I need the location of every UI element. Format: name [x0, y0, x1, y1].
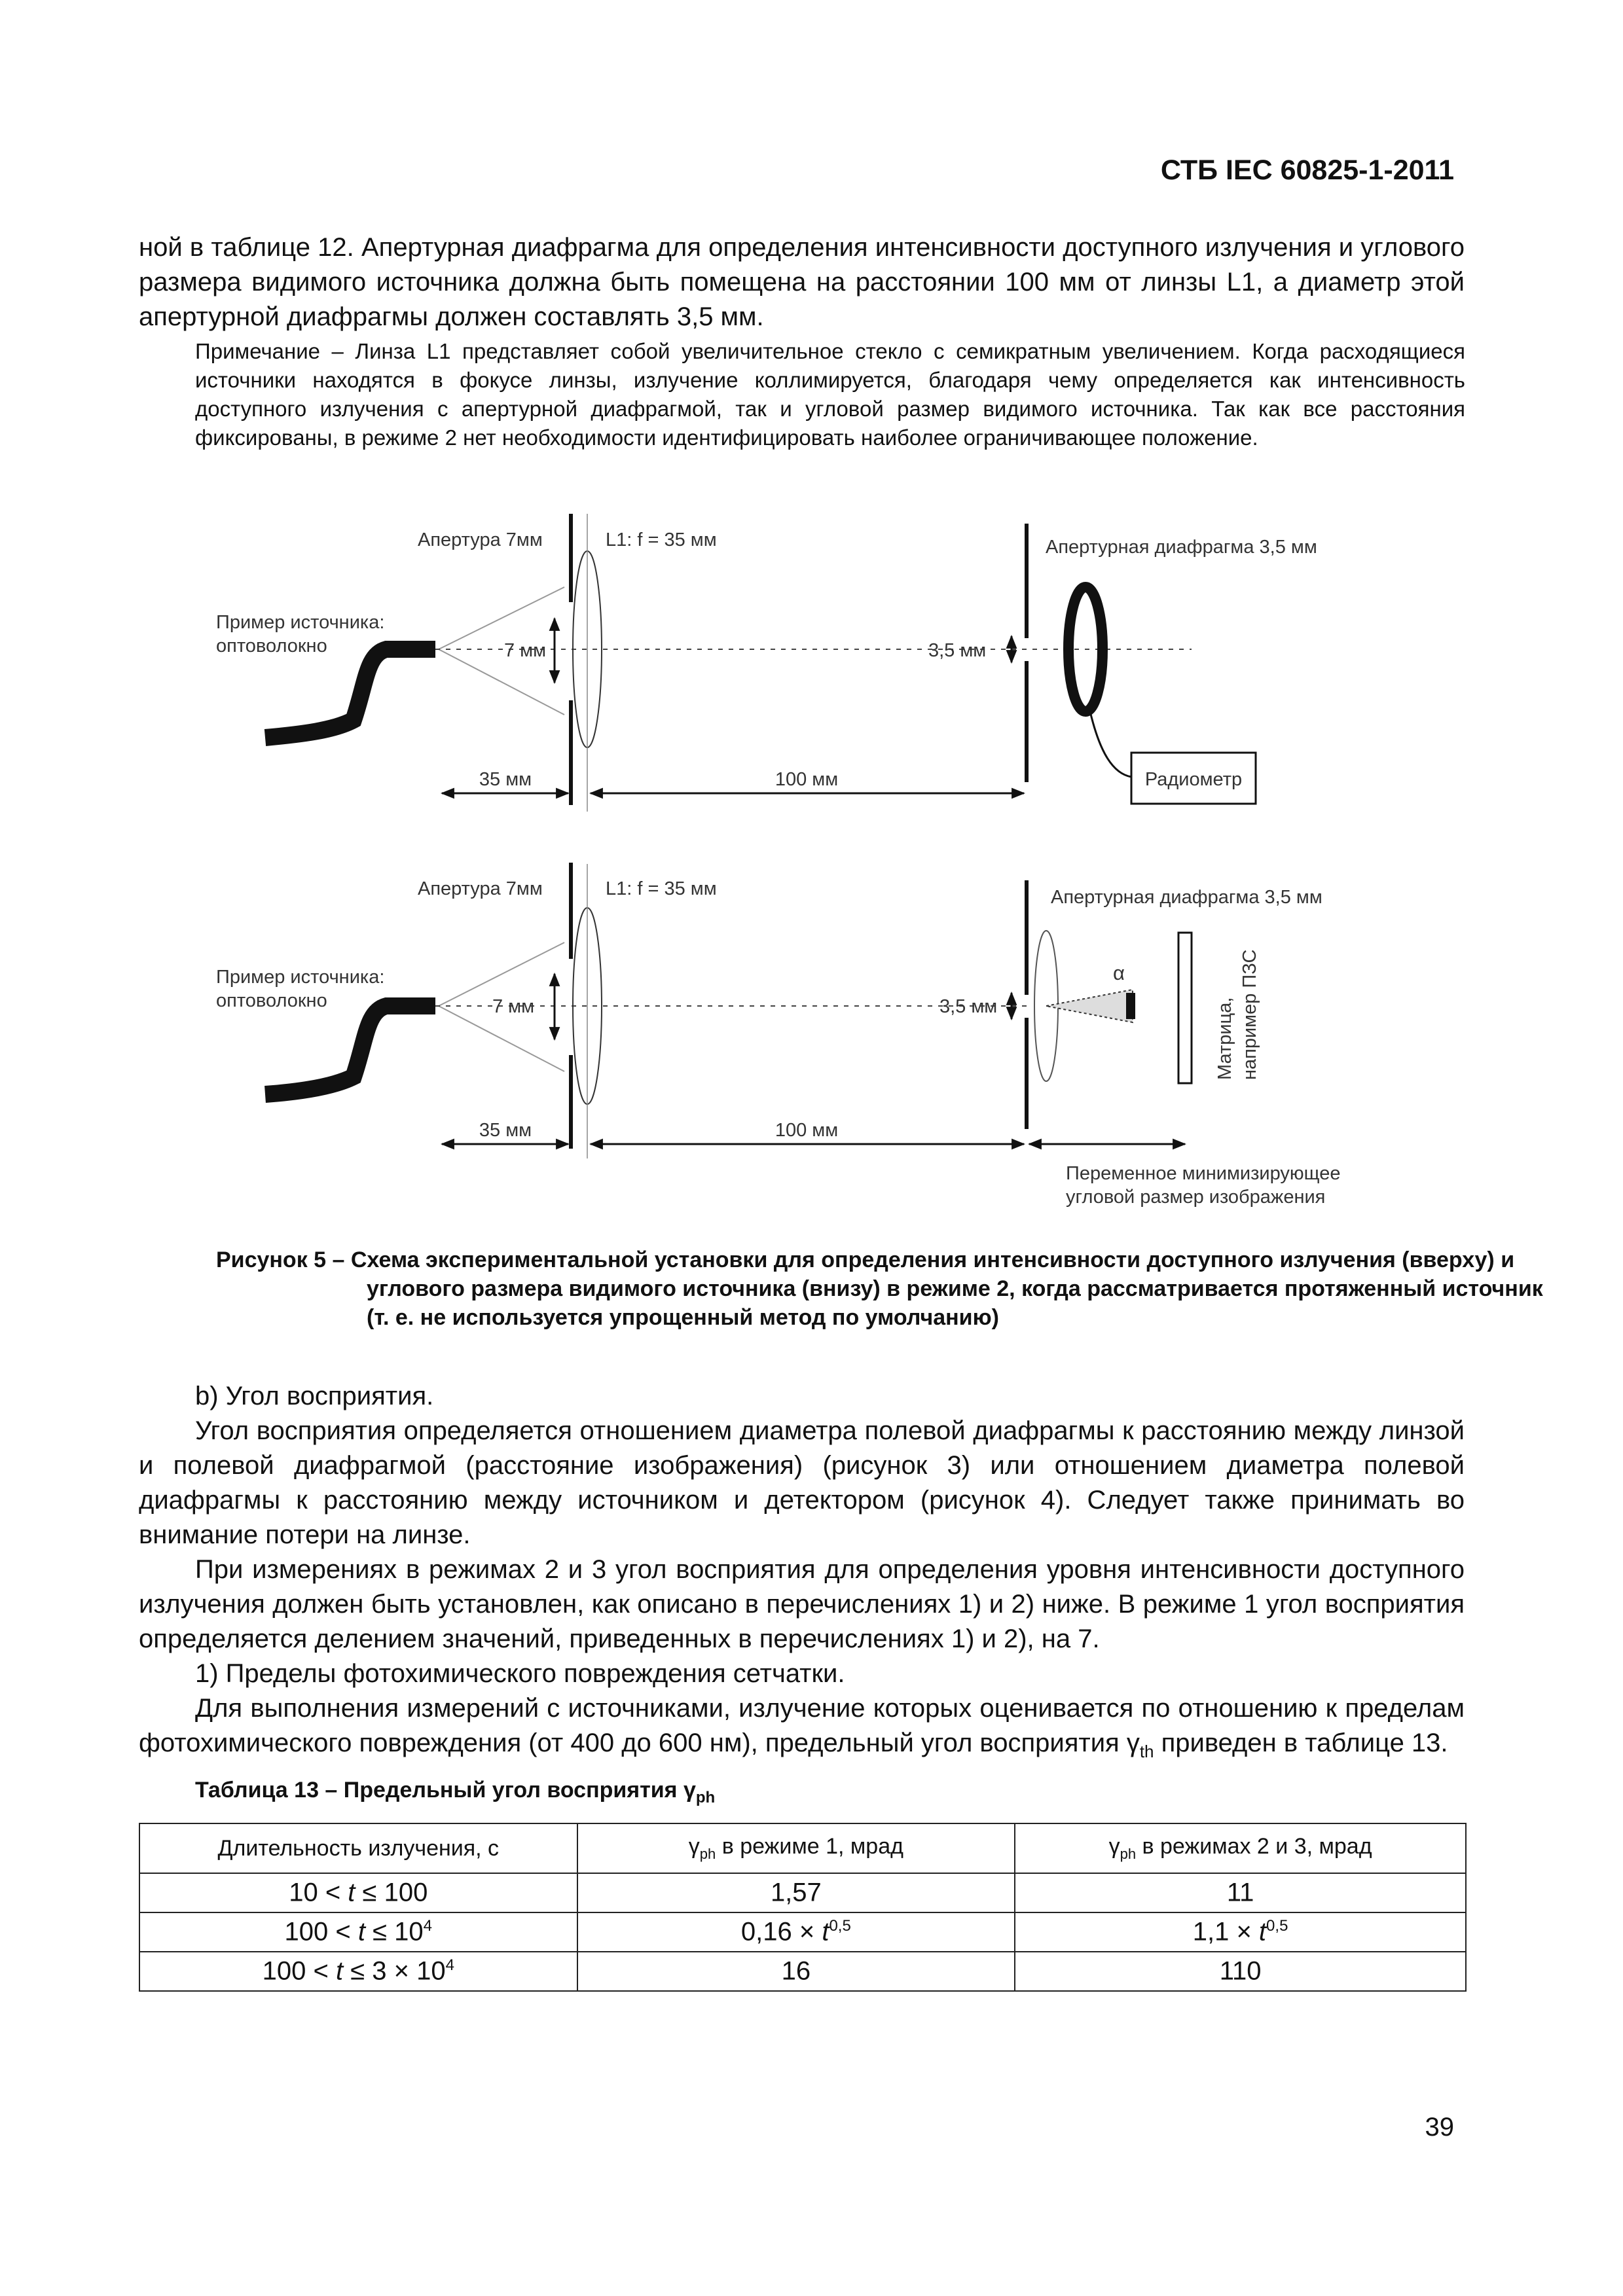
- mode-2-3-value: 1,1 ×: [1192, 1917, 1259, 1946]
- bottom-3-5mm-label: 3,5 мм: [939, 996, 998, 1017]
- bottom-stop-label: Апертурная диафрагма 3,5 мм: [1051, 887, 1322, 908]
- header-duration: Длительность излучения, с: [139, 1823, 577, 1873]
- bottom-alpha-label: α: [1113, 961, 1125, 984]
- duration-lower: 100 <: [262, 1956, 336, 1986]
- bottom-100mm-label: 100 мм: [775, 1120, 839, 1141]
- paragraph-photochemical: [139, 1691, 1465, 1769]
- table-header-row: [139, 1823, 1466, 1873]
- bottom-variable-label-2: угловой размер изображения: [1066, 1187, 1326, 1208]
- document-header: СТБ IEC 60825-1-2011: [1160, 154, 1454, 186]
- bottom-35mm-label: 35 мм: [479, 1120, 532, 1141]
- top-radiometer-cable: [1090, 711, 1131, 777]
- bottom-matrix-label-2: например ПЗС: [1239, 949, 1260, 1080]
- cell-duration: [139, 1873, 577, 1912]
- duration-lower: 10 <: [289, 1878, 348, 1907]
- duration-exponent: 4: [445, 1956, 454, 1975]
- top-aperture-label: Апертура 7мм: [418, 529, 543, 550]
- header-mode-2-3-sub: ph: [1120, 1845, 1137, 1862]
- mode-2-3-value: 110: [1219, 1956, 1262, 1986]
- mode-1-exponent: 0,5: [829, 1917, 851, 1935]
- gamma-symbol: γ: [1126, 1729, 1140, 1757]
- intro-paragraph: ной в таблице 12. Апертурная диафрагма для определения интенсивности доступного излучения и углового размера видимого источника должна быть помещена на расстоянии 100 мм от линзы L1, а диаметр этой апертурной диафрагмы должен составлять 3,5 мм.: [139, 233, 1465, 331]
- table-title-symbol: γ: [683, 1778, 696, 1803]
- table-row: [139, 1873, 1466, 1912]
- paragraph-retina-limits: 1) Пределы фотохимического повреждения сетчатки.: [195, 1659, 845, 1688]
- top-3-5mm-label: 3,5 мм: [928, 640, 987, 661]
- bottom-aperture-label: Апертура 7мм: [418, 878, 543, 899]
- bottom-lens-label: L1: f = 35 мм: [606, 878, 717, 899]
- duration-upper: ≤ 100: [355, 1878, 428, 1907]
- bottom-fiber: [265, 1006, 435, 1094]
- duration-variable: t: [335, 1956, 344, 1986]
- top-source-label-1: Пример источника:: [216, 612, 385, 633]
- mode-2-3-exponent: 0,5: [1266, 1917, 1288, 1935]
- limit-angle-table: [139, 1823, 1467, 1992]
- duration-variable: t: [357, 1917, 365, 1946]
- top-fiber: [265, 649, 435, 738]
- cell-mode-2-3: [1015, 1912, 1466, 1952]
- duration-upper: ≤ 10: [365, 1917, 424, 1946]
- duration-variable: t: [348, 1878, 356, 1907]
- header-mode-1-sub: ph: [699, 1845, 716, 1862]
- paragraph-photochemical-end: приведен в таблице 13.: [1154, 1729, 1448, 1757]
- bottom-source-label-1: Пример источника:: [216, 967, 385, 988]
- bottom-diagram: [216, 863, 1340, 1208]
- paragraph-b-heading: b) Угол восприятия.: [195, 1382, 434, 1410]
- bottom-image-spot: [1126, 993, 1135, 1019]
- top-100mm-label: 100 мм: [775, 769, 839, 790]
- bottom-matrix-label-1: Матрица,: [1214, 997, 1235, 1080]
- table-title-subscript: ph: [695, 1788, 716, 1806]
- table-row: [139, 1952, 1466, 1991]
- page-number: 39: [1425, 2113, 1454, 2142]
- cell-mode-1: [577, 1912, 1015, 1952]
- cell-mode-1: [577, 1952, 1015, 1991]
- bottom-7mm-label: 7 мм: [492, 996, 535, 1017]
- figure-caption: Рисунок 5 – Схема экспериментальной установки для определения интенсивности доступного излучения (вверху) и углового размера видимого источника (внизу) в режиме 2, когда рассматривается протяженный источник (т. е. не используется упрощенный метод по умолчанию): [216, 1247, 1543, 1330]
- top-35mm-label: 35 мм: [479, 769, 532, 790]
- paragraph-perception-angle: Угол восприятия определяется отношением диаметра полевой диафрагмы к расстоянию между линзой и полевой диафрагмой (расстояние изображения) (рисунок 3) или отношением диаметра полевой диафрагмы к расстоянию между источником и детектором (рисунок 4). Следует также принимать во внимание потери на линзе.: [139, 1416, 1465, 1549]
- header-mode-2-3-symbol: γ: [1108, 1834, 1120, 1859]
- bottom-angle-cone: [1046, 990, 1133, 1022]
- table-title-text: Таблица 13 – Предельный угол восприятия: [195, 1778, 684, 1803]
- cell-mode-2-3: [1015, 1873, 1466, 1912]
- cell-mode-1: [577, 1873, 1015, 1912]
- header-mode-2-3-text: в режимах 2 и 3, мрад: [1136, 1834, 1372, 1859]
- top-stop-label: Апертурная диафрагма 3,5 мм: [1046, 537, 1317, 558]
- bottom-source-label-2: оптоволокно: [216, 990, 327, 1011]
- cell-mode-2-3: [1015, 1952, 1466, 1991]
- top-diagram: [216, 514, 1317, 812]
- mode-1-variable: t: [822, 1917, 830, 1946]
- duration-exponent: 4: [423, 1917, 433, 1935]
- cell-duration: [139, 1952, 577, 1991]
- mode-2-3-variable: t: [1258, 1917, 1267, 1946]
- duration-lower: 100 <: [284, 1917, 358, 1946]
- gamma-subscript: th: [1139, 1742, 1154, 1761]
- note-paragraph: Примечание – Линза L1 представляет собой увеличительное стекло с семикратным увеличением. Когда расходящиеся источники находятся в фокусе линзы, излучение коллимируется, благодаря чему определяется как интенсивность доступного излучения с апертурной диафрагмой, так и угловой размер видимого источника. Так как все расстояния фиксированы, в режиме 2 нет необходимости идентифицировать наиболее ограничивающее положение.: [195, 339, 1465, 450]
- paragraph-modes: При измерениях в режимах 2 и 3 угол восприятия для определения уровня интенсивности доступного излучения должен быть установлен, как описано в перечислениях 1) и 2) ниже. В режиме 1 угол восприятия определяется делением значений, приведенных в перечислениях 1) и 2), на 7.: [139, 1555, 1465, 1653]
- mode-1-value: 1,57: [770, 1878, 822, 1907]
- header-mode-1-symbol: γ: [688, 1834, 700, 1859]
- bottom-ccd-matrix: [1178, 933, 1192, 1083]
- bottom-variable-label-1: Переменное минимизирующее: [1066, 1163, 1341, 1184]
- table-row: [139, 1912, 1466, 1952]
- header-mode-1-text: в режиме 1, мрад: [716, 1834, 903, 1859]
- top-7mm-label: 7 мм: [504, 640, 547, 661]
- header-mode-2-3: [1015, 1823, 1466, 1873]
- header-mode-1: [577, 1823, 1015, 1873]
- top-lens-label: L1: f = 35 мм: [606, 529, 717, 550]
- paragraph-photochemical-text: Для выполнения измерений с источниками, излучение которых оценивается по отношению к пределам фотохимического повреждения (от 400 до 600 нм), предельный угол восприятия: [139, 1694, 1465, 1757]
- top-source-label-2: оптоволокно: [216, 636, 327, 656]
- table-title: [195, 1778, 715, 1807]
- cell-duration: [139, 1912, 577, 1952]
- mode-2-3-value: 11: [1226, 1878, 1254, 1907]
- mode-1-value: 0,16 ×: [740, 1917, 822, 1946]
- mode-1-value: 16: [781, 1956, 811, 1986]
- top-radiometer-label: Радиометр: [1144, 769, 1243, 790]
- duration-upper: ≤ 3 × 10: [343, 1956, 446, 1986]
